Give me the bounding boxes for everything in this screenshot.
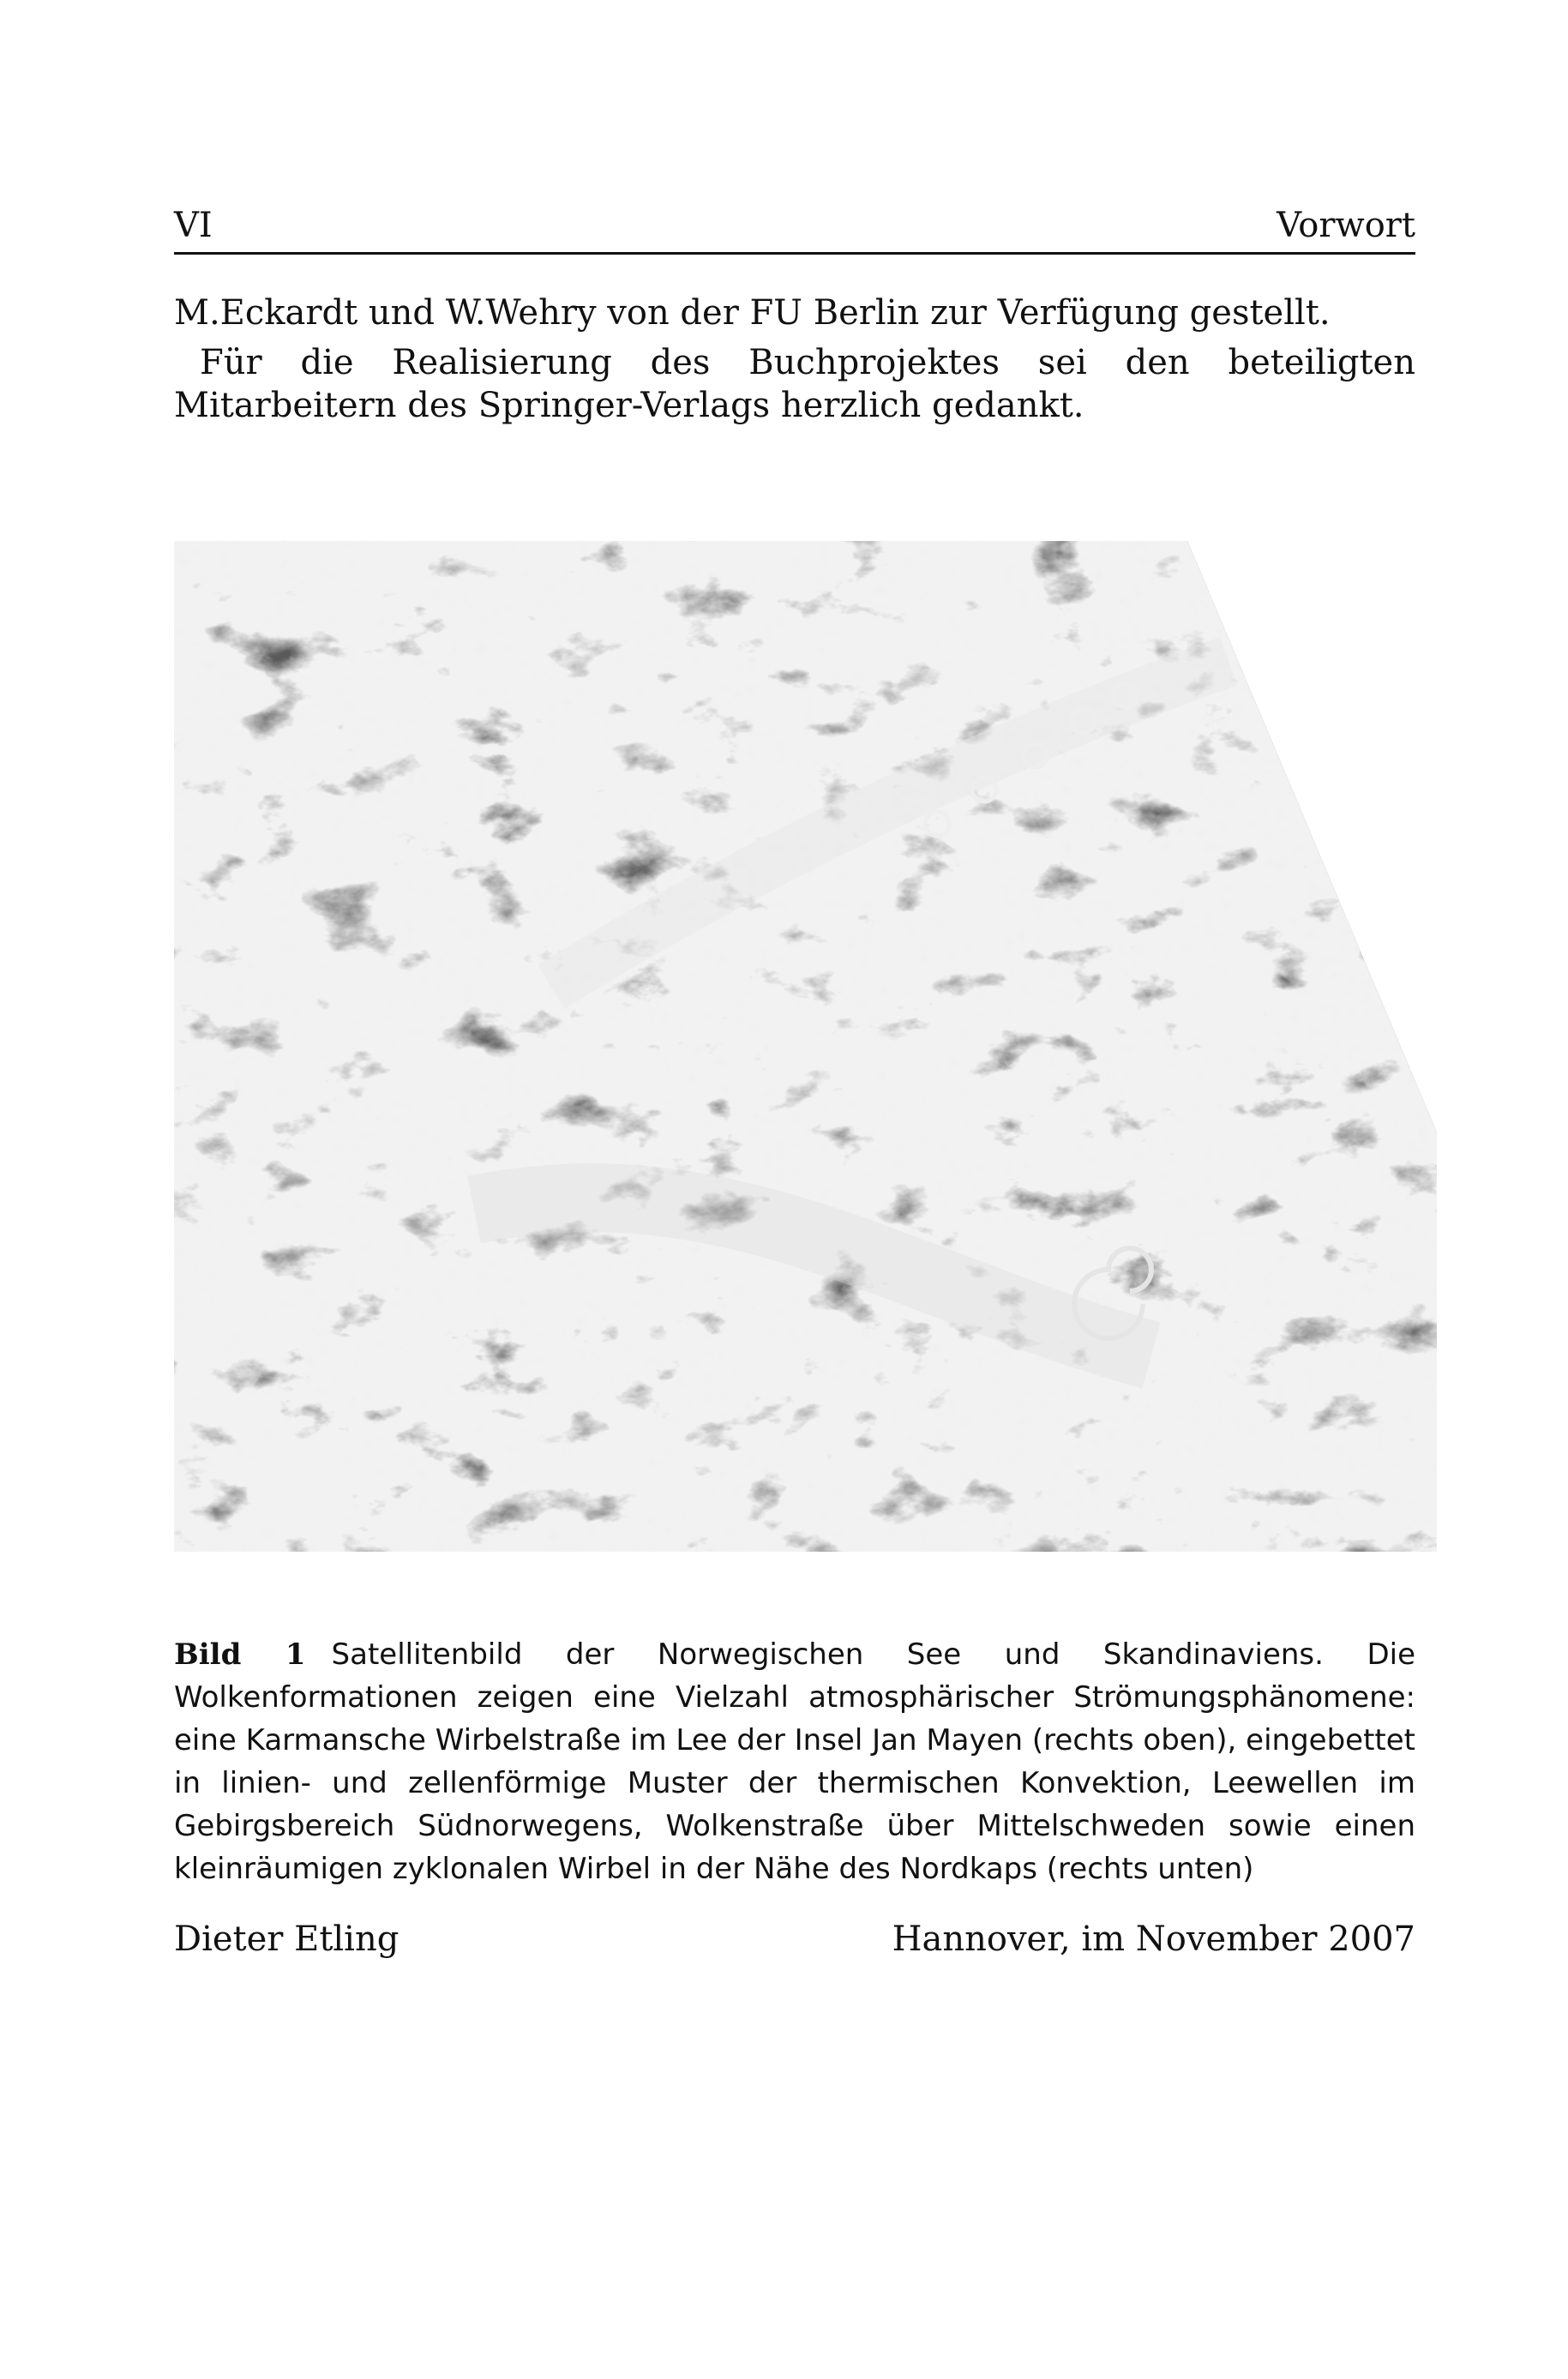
paragraph-2: [174, 341, 1415, 427]
figure-caption: [174, 1633, 1415, 1890]
author-name: Dieter Etling: [174, 1919, 400, 1959]
section-title: Vorwort: [1277, 206, 1415, 245]
page-number: VI: [174, 206, 213, 245]
place-date: Hannover, im November 2007: [892, 1919, 1415, 1959]
paragraph-2-text: Für die Realisierung des Buchprojektes sei den beteiligten Mitarbeitern des Springer-Verlags herzlich gedankt.: [174, 343, 1415, 425]
running-header: [174, 199, 1415, 255]
satellite-image: [174, 541, 1437, 1552]
paragraph-1: M.Eckardt und W.Wehry von der FU Berlin zur Verfügung gestellt.: [174, 293, 1331, 333]
figure-label: Bild 1: [174, 1637, 306, 1672]
figure-caption-text: Satellitenbild der Norwegischen See und Skandinaviens. Die Wolkenformationen zeigen eine Vielzahl atmosphärischer Strömungsphänomene: eine Karmansche Wirbelstraße im Lee der Insel Jan Mayen (rechts oben), eingebettet in linien- und zellenförmige Muster der thermischen Konvektion, Leewellen im Gebirgsbereich Südnorwegens, Wolkenstraße über Mittelschweden sowie einen kleinräumigen zyklonalen Wirbel in der Nähe des Nordkaps (rechts unten): [174, 1637, 1415, 1886]
